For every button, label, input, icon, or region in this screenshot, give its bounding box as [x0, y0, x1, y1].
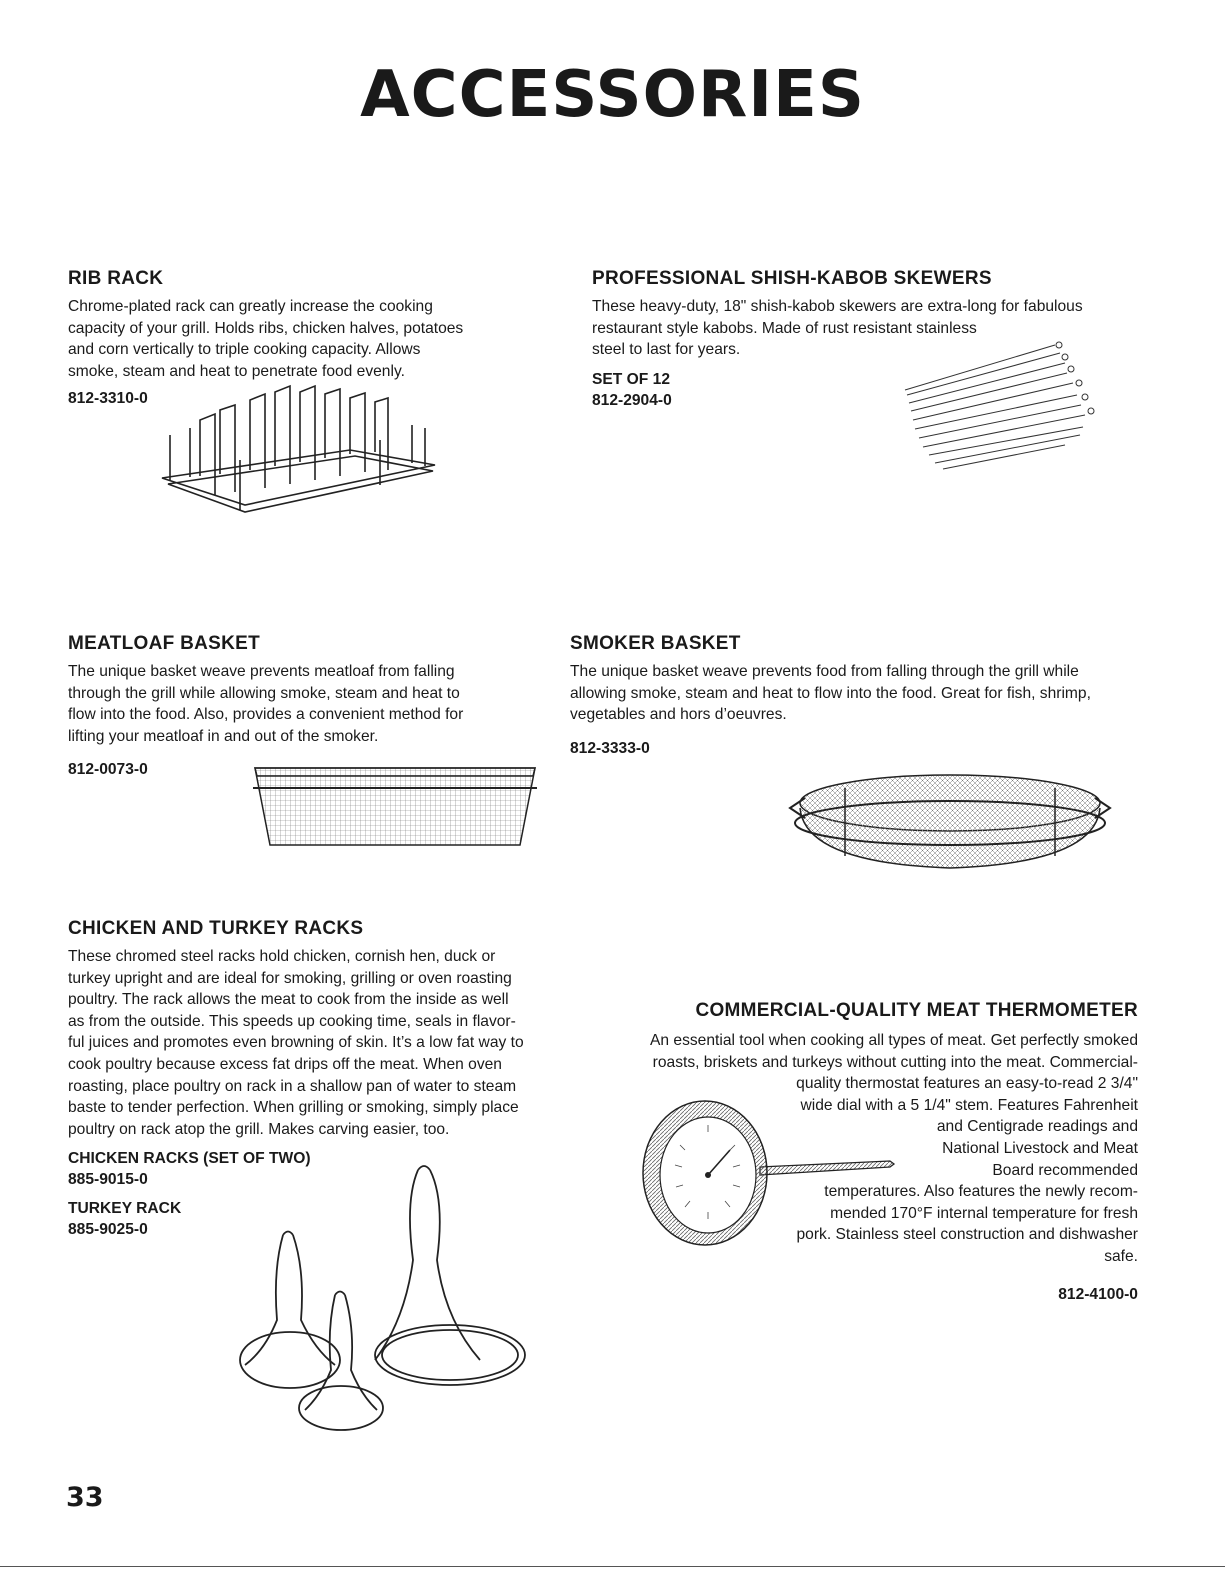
thermometer-line: quality thermostat features an easy-to-read 2 3/4" [796, 1075, 1138, 1093]
bottom-rule [0, 1566, 1225, 1567]
rib-rack-illustration [150, 380, 440, 525]
skewers-heading: PROFESSIONAL SHISH-KABOB SKEWERS [592, 268, 992, 289]
chicken-turkey-line: ful juices and promotes even browning of skin. It’s a low fat way to [68, 1034, 524, 1052]
smoker-basket-line: vegetables and hors d’oeuvres. [570, 706, 787, 724]
meatloaf-line: The unique basket weave prevents meatloaf from falling [68, 663, 455, 680]
chicken-turkey-line: as from the outside. This speeds up cooking time, seals in flavor- [68, 1012, 516, 1030]
thermometer-line: safe. [1104, 1247, 1138, 1265]
smoker-basket-code: 812-3333-0 [570, 739, 650, 757]
thermometer-line: National Livestock and Meat [942, 1139, 1138, 1157]
smoker-basket-line: allowing smoke, steam and heat to flow into the food. Great for fish, shrimp, [570, 684, 1091, 702]
meatloaf-line: flow into the food. Also, provides a convenient method for [68, 706, 464, 724]
meatloaf-line: through the grill while allowing smoke, steam and heat to [68, 684, 460, 702]
chicken-turkey-line: poultry on rack atop the grill. Makes carving easier, too. [68, 1120, 450, 1138]
chicken-turkey-line: cook poultry because excess fat drips off the meat. When oven [68, 1055, 502, 1073]
rib-rack-line: smoke, steam and heat to penetrate food evenly. [68, 362, 405, 380]
meatloaf-line: lifting your meatloaf in and out of the smoker. [68, 727, 379, 745]
skewers-set-label: SET OF 12 [592, 370, 670, 388]
thermometer-line: temperatures. Also features the newly recom- [824, 1183, 1138, 1201]
rib-rack-heading: RIB RACK [68, 268, 164, 289]
thermometer-line: mended 170°F internal temperature for fresh [830, 1204, 1138, 1222]
poultry-racks-illustration [235, 1160, 545, 1440]
rib-rack-line: capacity of your grill. Holds ribs, chicken halves, potatoes [68, 319, 464, 337]
turkey-rack-code: 885-9025-0 [68, 1221, 148, 1239]
rib-rack-code: 812-3310-0 [68, 390, 148, 408]
smoker-basket-illustration [785, 768, 1115, 873]
page-title: ACCESSORIES [360, 58, 865, 132]
skewers-illustration [895, 335, 1105, 475]
skewers-line: restaurant style kabobs. Made of rust resistant stainless [592, 319, 977, 337]
thermometer-heading: COMMERCIAL-QUALITY MEAT THERMOMETER [695, 1000, 1138, 1021]
meatloaf-basket-illustration [245, 760, 545, 850]
page-number: 33 [66, 1482, 104, 1513]
thermometer-line: and Centigrade readings and [936, 1118, 1138, 1136]
turkey-rack-label: TURKEY RACK [68, 1200, 182, 1218]
thermometer-code: 812-4100-0 [1058, 1285, 1138, 1303]
chicken-turkey-line: baste to tender perfection. When grilling or smoking, simply place [68, 1099, 519, 1117]
meat-thermometer-illustration [640, 1095, 900, 1255]
chicken-racks-code: 885-9015-0 [68, 1171, 148, 1189]
rib-rack-line: Chrome-plated rack can greatly increase the cooking [68, 298, 433, 315]
rib-rack-line: and corn vertically to triple cooking capacity. Allows [68, 341, 421, 359]
thermometer-line: roasts, briskets and turkeys without cutting into the meat. Commercial- [652, 1053, 1138, 1071]
thermometer-line: pork. Stainless steel construction and dishwasher [796, 1226, 1138, 1244]
chicken-turkey-heading: CHICKEN AND TURKEY RACKS [68, 918, 364, 939]
meatloaf-heading: MEATLOAF BASKET [68, 633, 261, 654]
chicken-turkey-line: turkey upright and are ideal for smoking, grilling or oven roasting [68, 969, 512, 987]
meatloaf-section [68, 633, 588, 780]
chicken-racks-label: CHICKEN RACKS (SET OF TWO) [68, 1150, 311, 1168]
thermometer-line: Board recommended [992, 1161, 1138, 1179]
skewers-code: 812-2904-0 [592, 391, 672, 409]
smoker-basket-section [570, 633, 1170, 759]
smoker-basket-line: The unique basket weave prevents food from falling through the grill while [570, 663, 1079, 680]
chicken-turkey-line: poultry. The rack allows the meat to cook from the inside as well [68, 991, 509, 1009]
meatloaf-code: 812-0073-0 [68, 761, 148, 779]
skewers-line: These heavy-duty, 18" shish-kabob skewers are extra-long for fabulous [592, 298, 1083, 315]
chicken-turkey-line: roasting, place poultry on rack in a shallow pan of water to steam [68, 1077, 517, 1095]
thermometer-line: An essential tool when cooking all types of meat. Get perfectly smoked [650, 1032, 1138, 1049]
skewers-line: steel to last for years. [592, 341, 741, 359]
smoker-basket-heading: SMOKER BASKET [570, 633, 741, 654]
thermometer-line: wide dial with a 5 1/4" stem. Features Fahrenheit [800, 1096, 1138, 1114]
chicken-turkey-line: These chromed steel racks hold chicken, cornish hen, duck or [68, 948, 496, 965]
